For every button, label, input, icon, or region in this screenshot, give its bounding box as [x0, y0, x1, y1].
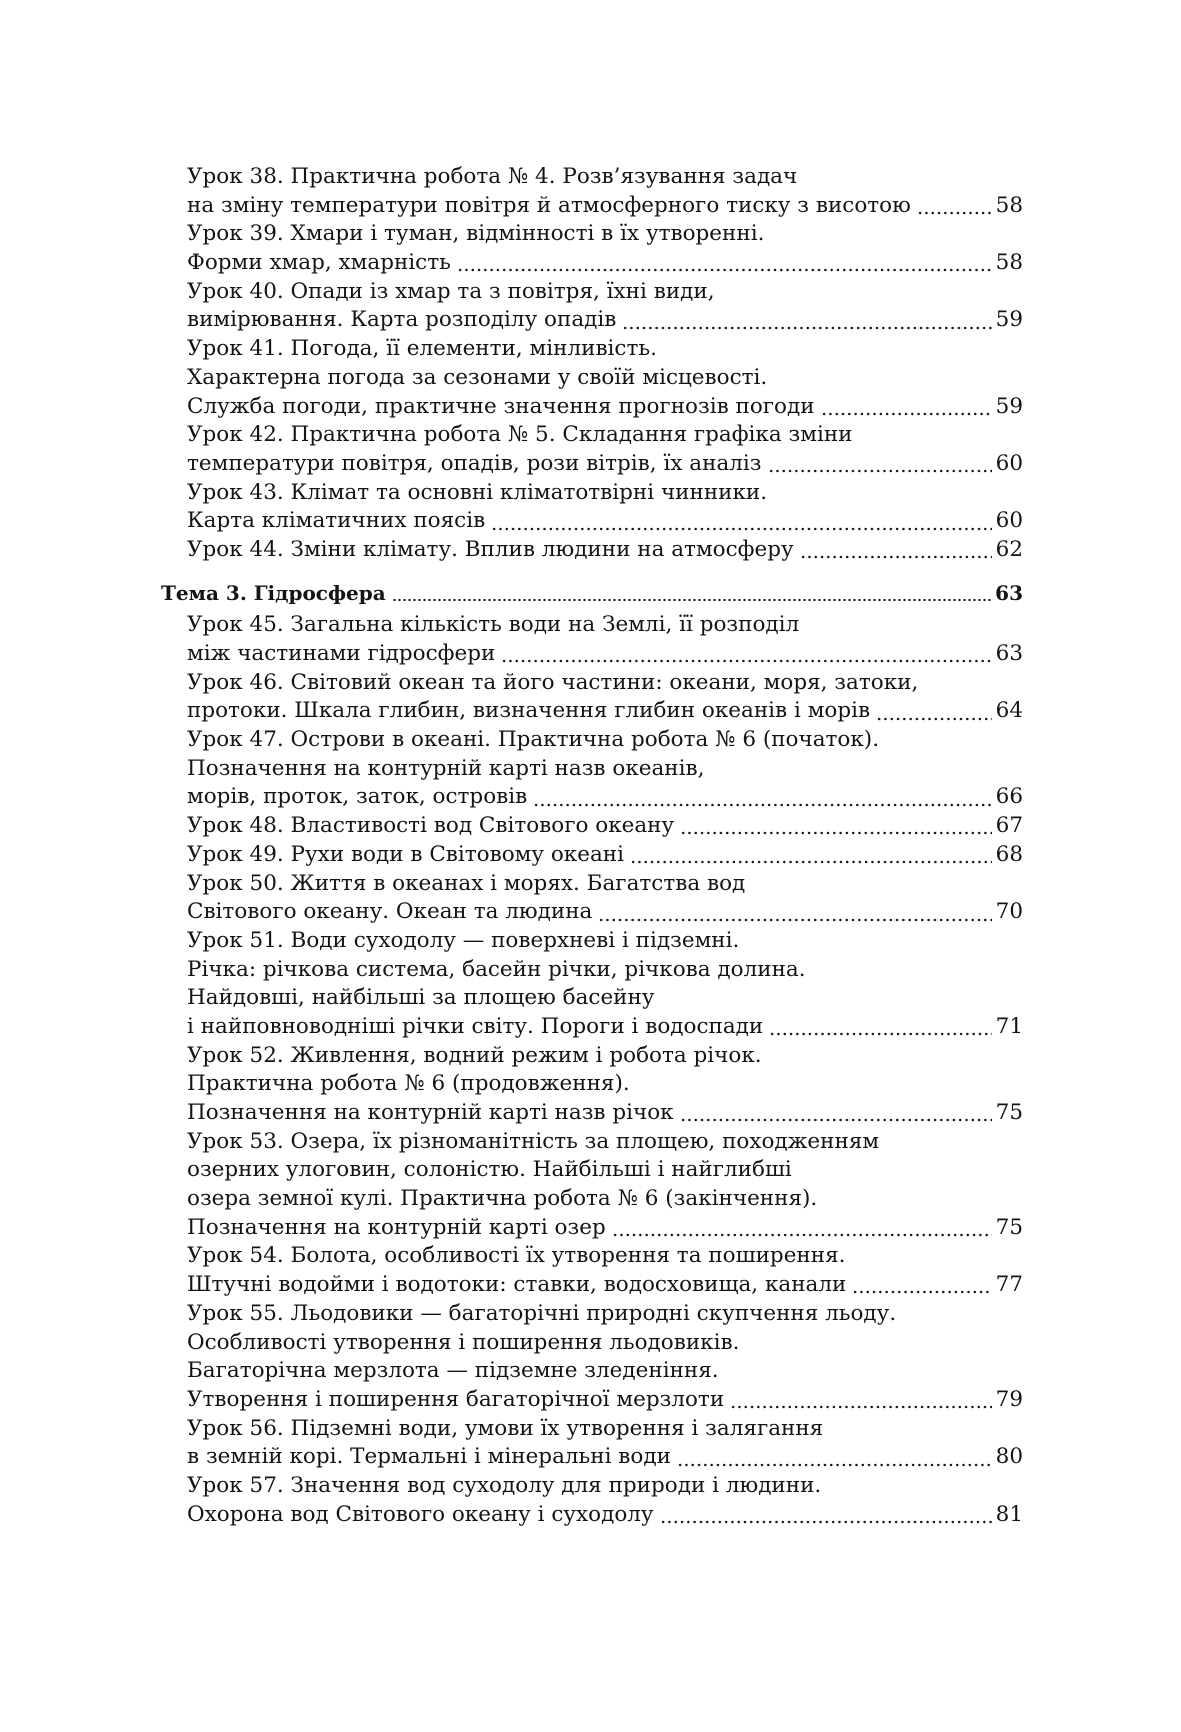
toc-entry-line — [187, 220, 1023, 249]
toc-entry-last-line — [187, 192, 1023, 221]
toc-entry — [161, 536, 1023, 565]
dot-leader — [392, 597, 991, 603]
dot-leader — [501, 658, 991, 664]
page-number: 64 — [995, 698, 1023, 724]
toc-entry — [161, 421, 1023, 478]
toc-entry-text: Урок 40. Опади із хмар та з повітря, їхні види, — [187, 278, 715, 304]
dot-leader — [457, 267, 992, 273]
dot-leader — [680, 1117, 992, 1123]
toc-entry — [161, 1472, 1023, 1529]
toc-entry-text: Штучні водойми і водотоки: ставки, водосховища, канали — [187, 1272, 847, 1298]
toc-entry-text: Урок 43. Клімат та основні кліматотвірні чинники. — [187, 479, 768, 505]
toc-entry — [161, 1242, 1023, 1299]
toc-entry-text: Служба погоди, практичне значення прогнозів погоди — [187, 393, 815, 419]
toc-entry-line — [187, 984, 1023, 1013]
toc-entry — [161, 163, 1023, 220]
toc-entry-line — [187, 1329, 1023, 1358]
dot-leader — [876, 716, 992, 722]
toc-entry-text: Урок 47. Острови в океані. Практична робота № 6 (початок). — [187, 727, 880, 753]
toc-entry-line — [187, 755, 1023, 784]
toc-entry-text: Багаторічна мерзлота — підземне зледеніння. — [187, 1358, 719, 1384]
toc-entry-text: вимірювання. Карта розподілу опадів — [187, 307, 617, 333]
dot-leader — [800, 554, 992, 560]
toc-entry-line — [187, 956, 1023, 985]
toc-entry-last-line — [187, 640, 1023, 669]
toc-entry-last-line — [187, 1271, 1023, 1300]
toc-entry-line — [187, 1300, 1023, 1329]
table-of-contents — [161, 163, 1023, 1529]
toc-entry-text: Урок 57. Значення вод суходолу для природи і людини. — [187, 1472, 822, 1498]
toc-entry-text: Урок 42. Практична робота № 5. Складання графіка зміни — [187, 422, 853, 448]
toc-entry-line — [187, 1185, 1023, 1214]
toc-entry-text: Урок 51. Води суходолу — поверхневі і підземні. — [187, 927, 740, 953]
toc-entry-last-line — [187, 898, 1023, 927]
toc-entry-last-line — [187, 697, 1023, 726]
toc-entry-text: протоки. Шкала глибин, визначення глибин океанів і морів — [187, 698, 871, 724]
toc-entry-text: Позначення на контурній карті озер — [187, 1214, 606, 1240]
page-number: 66 — [995, 784, 1023, 810]
toc-entry-text: Урок 55. Льодовики — багаторічні природні скупчення льоду. — [187, 1300, 897, 1326]
toc-entry — [161, 669, 1023, 726]
page-number: 63 — [995, 641, 1023, 666]
toc-entry-line — [187, 1472, 1023, 1501]
toc-entry-line — [187, 479, 1023, 508]
toc-entry-text: Урок 48. Властивості вод Світового океану — [187, 813, 675, 839]
toc-entry-last-line — [187, 1214, 1023, 1243]
toc-entry-last-line — [187, 1013, 1023, 1042]
toc-entry-line — [187, 421, 1023, 450]
toc-entry — [161, 726, 1023, 812]
toc-entry-text: на зміну температури повітря й атмосферного тиску з висотою — [187, 192, 911, 218]
toc-entry-line — [187, 278, 1023, 307]
toc-entry-text: Карта кліматичних поясів — [187, 508, 486, 534]
dot-leader — [677, 1462, 992, 1468]
toc-entry-text: Урок 52. Живлення, водний режим і робота річок. — [187, 1042, 762, 1068]
toc-entry-text: в земній корі. Термальні і мінеральні води — [187, 1444, 671, 1470]
toc-entry-text: Найдовші, найбільші за площею басейну — [187, 985, 655, 1011]
page-number: 59 — [995, 393, 1023, 419]
dot-leader — [660, 1519, 992, 1525]
page-number: 75 — [995, 1100, 1023, 1125]
toc-entry-line — [187, 1070, 1023, 1099]
toc-entry-last-line — [187, 1099, 1023, 1128]
toc-entry — [161, 611, 1023, 668]
page-number: 62 — [995, 536, 1023, 562]
toc-entry-text: Урок 56. Підземні води, умови їх утворення і залягання — [187, 1415, 824, 1441]
toc-entry — [161, 927, 1023, 1042]
toc-entry-text: Позначення на контурній карті назв океанів, — [187, 755, 705, 781]
dot-leader — [821, 411, 992, 417]
toc-entry-text: Урок 46. Світовий океан та його частини: океани, моря, затоки, — [187, 669, 919, 695]
toc-entry-text: озерних улоговин, солоністю. Найбільші і найглибші — [187, 1157, 792, 1183]
dot-leader — [852, 1289, 991, 1295]
page-number: 81 — [995, 1501, 1023, 1527]
dot-leader — [533, 802, 991, 808]
toc-entry-line — [187, 726, 1023, 755]
toc-entry-text: озера земної кулі. Практична робота № 6 (закінчення). — [187, 1186, 818, 1212]
toc-entry-text: Практична робота № 6 (продовження). — [187, 1071, 630, 1097]
toc-entry-text: Особливості утворення і поширення льодовиків. — [187, 1329, 740, 1355]
dot-leader — [768, 468, 992, 474]
dot-leader — [730, 1404, 991, 1410]
dot-leader — [917, 210, 992, 216]
page-number: 77 — [995, 1272, 1023, 1298]
dot-leader — [612, 1232, 992, 1238]
toc-entry-text: Утворення і поширення багаторічної мерзлоти — [187, 1386, 725, 1412]
dot-leader — [680, 830, 991, 836]
toc-entry-line — [187, 335, 1023, 364]
toc-entry-line — [187, 1242, 1023, 1271]
toc-entry-last-line — [161, 579, 1023, 608]
toc-entry-text: Форми хмар, хмарність — [187, 250, 451, 276]
page-number: 58 — [995, 192, 1023, 218]
toc-entry-text: Урок 44. Зміни клімату. Вплив людини на атмосферу — [187, 536, 794, 562]
toc-entry-last-line — [187, 536, 1023, 565]
page-number: 67 — [995, 813, 1023, 839]
toc-entry-last-line — [187, 249, 1023, 278]
toc-entry-text: Річка: річкова система, басейн річки, річкова долина. — [187, 956, 806, 982]
toc-topic-heading — [161, 579, 1023, 608]
toc-entry — [161, 870, 1023, 927]
toc-entry-line — [187, 1042, 1023, 1071]
toc-entry-last-line — [187, 393, 1023, 422]
toc-entry-text: Тема 3. Гідросфера — [161, 580, 386, 605]
page-number: 60 — [995, 450, 1023, 476]
toc-entry-text: Світового океану. Океан та людина — [187, 899, 593, 925]
toc-entry-last-line — [187, 306, 1023, 335]
toc-entry-text: Урок 45. Загальна кількість води на Землі, її розподіл — [187, 612, 800, 638]
toc-entry-text: між частинами гідросфери — [187, 641, 496, 666]
toc-entry-last-line — [187, 450, 1023, 479]
toc-entry-text: температури повітря, опадів, рози вітрів, їх аналіз — [187, 450, 762, 476]
toc-entry-line — [187, 364, 1023, 393]
toc-entry-last-line — [187, 783, 1023, 812]
toc-entry — [161, 220, 1023, 277]
toc-entry-line — [187, 669, 1023, 698]
toc-entry — [161, 1300, 1023, 1415]
page-number: 58 — [995, 250, 1023, 276]
toc-entry-text: Урок 39. Хмари і туман, відмінності в їх утворенні. — [187, 221, 765, 247]
toc-entry — [161, 1042, 1023, 1128]
page-number: 70 — [995, 899, 1023, 925]
toc-entry-text: Урок 53. Озера, їх різноманітність за площею, походженням — [187, 1128, 880, 1154]
toc-entry-text: Позначення на контурній карті назв річок — [187, 1100, 674, 1125]
toc-entry-line — [187, 1156, 1023, 1185]
toc-entry-line — [187, 1415, 1023, 1444]
toc-entry-text: морів, проток, заток, островів — [187, 784, 528, 810]
toc-entry-text: Урок 49. Рухи води в Світовому океані — [187, 841, 624, 867]
page-number: 60 — [995, 508, 1023, 534]
toc-entry — [161, 1128, 1023, 1243]
toc-entry-line — [187, 163, 1023, 192]
toc-entry-text: Охорона вод Світового океану і суходолу — [187, 1501, 654, 1527]
dot-leader — [622, 325, 991, 331]
toc-entry-last-line — [187, 812, 1023, 841]
toc-entry — [161, 335, 1023, 421]
toc-entry-text: Урок 38. Практична робота № 4. Розв’язування задач — [187, 164, 798, 189]
toc-entry-last-line — [187, 1443, 1023, 1472]
dot-leader — [598, 917, 991, 923]
page-number: 75 — [995, 1214, 1023, 1240]
toc-entry-text: Урок 41. Погода, її елементи, мінливість. — [187, 336, 657, 362]
toc-entry — [161, 278, 1023, 335]
toc-entry-text: Характерна погода за сезонами у своїй місцевості. — [187, 364, 768, 390]
page-number: 63 — [995, 580, 1023, 605]
toc-entry-last-line — [187, 1386, 1023, 1415]
toc-entry-line — [187, 1128, 1023, 1157]
page-number: 79 — [995, 1386, 1023, 1412]
dot-leader — [491, 526, 991, 532]
toc-entry-text: і найповноводніші річки світу. Пороги і водоспади — [187, 1013, 764, 1039]
page-number: 59 — [995, 307, 1023, 333]
toc-entry — [161, 479, 1023, 536]
toc-entry — [161, 1415, 1023, 1472]
toc-entry-line — [187, 611, 1023, 640]
toc-entry-line — [187, 927, 1023, 956]
toc-entry-text: Урок 54. Болота, особливості їх утворення та поширення. — [187, 1243, 846, 1269]
dot-leader — [769, 1031, 991, 1037]
toc-entry-last-line — [187, 507, 1023, 536]
page-number: 68 — [995, 841, 1023, 867]
toc-entry-line — [187, 870, 1023, 899]
page-number: 71 — [995, 1013, 1023, 1039]
page-number: 80 — [995, 1444, 1023, 1470]
dot-leader — [630, 859, 992, 865]
toc-entry — [161, 841, 1023, 870]
toc-entry-text: Урок 50. Життя в океанах і морях. Багатства вод — [187, 870, 746, 896]
toc-entry-last-line — [187, 841, 1023, 870]
toc-entry-last-line — [187, 1501, 1023, 1530]
toc-entry-line — [187, 1357, 1023, 1386]
toc-entry — [161, 812, 1023, 841]
